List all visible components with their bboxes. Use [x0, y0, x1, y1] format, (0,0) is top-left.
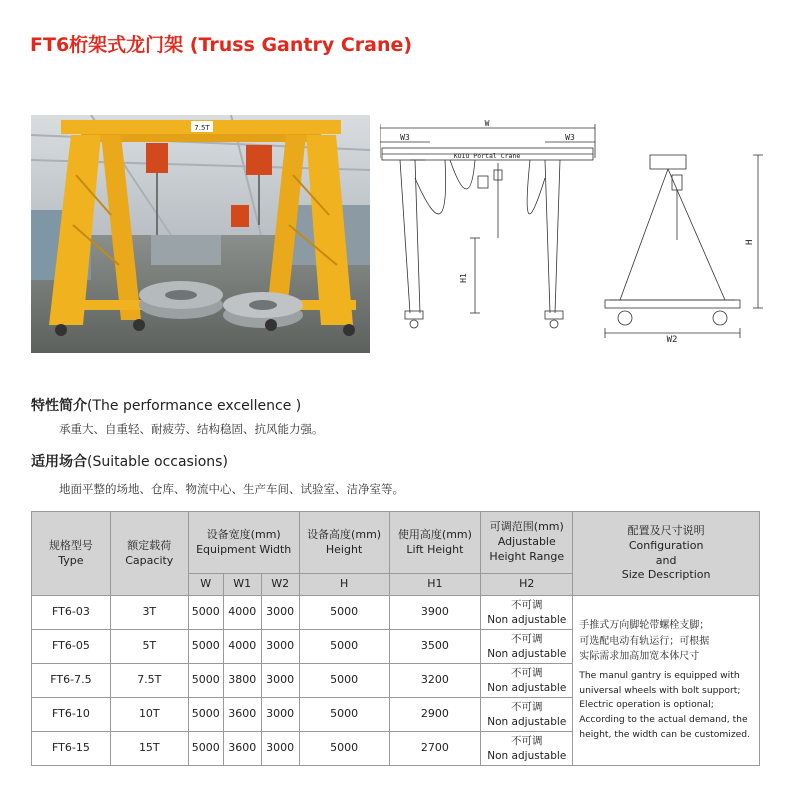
subheader-h: H — [299, 574, 389, 596]
cell-h1: 3500 — [389, 630, 481, 664]
cell-w: 5000 — [188, 596, 223, 630]
dim-w2-label: W2 — [666, 335, 678, 345]
cell-type: FT6-15 — [32, 732, 111, 766]
capacity-plate: 7.5T — [194, 124, 210, 132]
cell-w2: 3000 — [261, 732, 299, 766]
cell-h1: 3900 — [389, 596, 481, 630]
cell-type: FT6-03 — [32, 596, 111, 630]
cell-w1: 4000 — [223, 596, 261, 630]
cell-capacity: 15T — [110, 732, 188, 766]
header-type: 规格型号 Type — [32, 512, 111, 596]
gantry-crane-photo — [31, 115, 370, 353]
cell-w2: 3000 — [261, 630, 299, 664]
features-heading-cn: 特性简介 — [31, 398, 87, 414]
subheader-h2: H2 — [481, 574, 573, 596]
dim-w3-left-label: W3 — [400, 133, 410, 142]
cell-w: 5000 — [188, 664, 223, 698]
cell-w2: 3000 — [261, 664, 299, 698]
cell-h2: 不可调 Non adjustable — [481, 698, 573, 732]
cell-h2: 不可调 Non adjustable — [481, 596, 573, 630]
cell-capacity: 3T — [110, 596, 188, 630]
cell-w1: 4000 — [223, 630, 261, 664]
occasions-heading — [31, 451, 228, 471]
cell-w1: 3600 — [223, 698, 261, 732]
dim-h-label: H — [745, 239, 755, 245]
header-capacity: 额定载荷 Capacity — [110, 512, 188, 596]
configuration-description: 手推式万向脚轮带螺栓支脚； 可选配电动有轨运行；可根据 实际需求加高加宽本体尺寸 The manul gantry is equipped with universal wheels with bolt support; Electric operation is optional; According to the actual demand, the height, the width can be customized. — [573, 596, 760, 766]
cell-h1: 2700 — [389, 732, 481, 766]
features-heading-en: (The performance excellence ) — [87, 398, 302, 414]
cell-type: FT6-05 — [32, 630, 111, 664]
cell-h1: 3200 — [389, 664, 481, 698]
cell-w1: 3800 — [223, 664, 261, 698]
cell-h2: 不可调 Non adjustable — [481, 732, 573, 766]
occasions-text: 地面平整的场地、仓库、物流中心、生产车间、试验室、洁净室等。 — [59, 482, 404, 496]
occasions-heading-cn: 适用场合 — [31, 454, 87, 470]
header-width: 设备宽度(mm) Equipment Width — [188, 512, 299, 574]
cell-capacity: 10T — [110, 698, 188, 732]
cell-w2: 3000 — [261, 596, 299, 630]
subheader-h1: H1 — [389, 574, 481, 596]
header-height: 设备高度(mm) Height — [299, 512, 389, 574]
dim-w3-right-label: W3 — [565, 133, 575, 142]
occasions-heading-en: (Suitable occasions) — [87, 454, 228, 470]
cell-h2: 不可调 Non adjustable — [481, 664, 573, 698]
cell-w: 5000 — [188, 732, 223, 766]
cell-h: 5000 — [299, 596, 389, 630]
crane-name-label: KOIO Portal Crane — [453, 152, 521, 160]
cell-h1: 2900 — [389, 698, 481, 732]
spec-table — [31, 511, 760, 766]
cell-w: 5000 — [188, 698, 223, 732]
cell-capacity: 7.5T — [110, 664, 188, 698]
cell-w2: 3000 — [261, 698, 299, 732]
side-view-diagram — [600, 150, 770, 345]
cell-h: 5000 — [299, 664, 389, 698]
page-title: FT6桁架式龙门架 (Truss Gantry Crane) — [30, 34, 413, 56]
features-text: 承重大、自重轻、耐疲劳、结构稳固、抗风能力强。 — [59, 422, 324, 436]
cell-w: 5000 — [188, 630, 223, 664]
table-row — [32, 596, 760, 630]
front-view-diagram — [380, 118, 600, 330]
dim-h1-label: H1 — [459, 273, 468, 283]
cell-h: 5000 — [299, 698, 389, 732]
subheader-w1: W1 — [223, 574, 261, 596]
cell-capacity: 5T — [110, 630, 188, 664]
cell-type: FT6-10 — [32, 698, 111, 732]
table-header-row — [32, 512, 760, 574]
features-heading — [31, 395, 301, 415]
header-configuration: 配置及尺寸说明 Configuration and Size Description — [573, 512, 760, 596]
cell-h: 5000 — [299, 732, 389, 766]
subheader-w: W — [188, 574, 223, 596]
cell-h: 5000 — [299, 630, 389, 664]
cell-type: FT6-7.5 — [32, 664, 111, 698]
dim-w-label: W — [484, 119, 490, 128]
header-lift: 使用高度(mm) Lift Height — [389, 512, 481, 574]
subheader-w2: W2 — [261, 574, 299, 596]
cell-w1: 3600 — [223, 732, 261, 766]
cell-h2: 不可调 Non adjustable — [481, 630, 573, 664]
header-adjustable: 可调范围(mm) Adjustable Height Range — [481, 512, 573, 574]
